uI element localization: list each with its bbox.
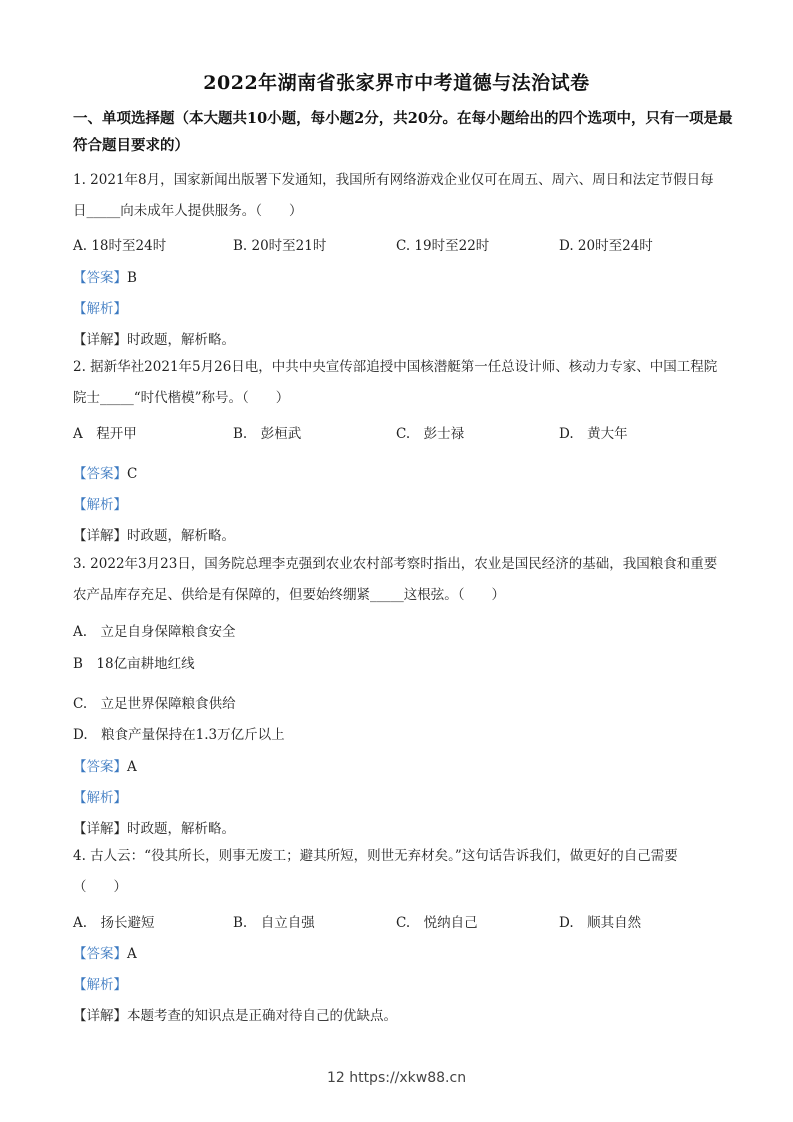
answer-value: A	[127, 946, 137, 962]
q4-answer	[73, 942, 137, 962]
analysis-label: 【解析】	[73, 497, 127, 513]
q4-analysis	[73, 973, 127, 993]
q3-option-d: D. 粮食产量保持在1.3万亿斤以上	[73, 727, 285, 743]
analysis-label: 【解析】	[73, 301, 127, 317]
q4-option-c: C. 悦纳自己	[396, 915, 478, 931]
detail-text: 时政题，解析略。	[127, 332, 235, 348]
q1-answer	[73, 266, 137, 286]
answer-label: 【答案】	[73, 270, 127, 286]
q1-detail	[73, 328, 235, 348]
section-heading: 一、单项选择题（本大题共10小题，每小题2分，共20分。在每小题给出的四个选项中，只有一项是最符合题目要求的）	[73, 110, 733, 154]
q3-detail	[73, 817, 235, 837]
q1-option-a: A. 18时至24时	[73, 238, 167, 254]
q4-detail	[73, 1004, 397, 1024]
q4-option-d: D. 顺其自然	[559, 915, 642, 931]
detail-label: 【详解】	[73, 821, 127, 837]
q3-option-c: C. 立足世界保障粮食供给	[73, 696, 236, 712]
q1-option-d: D. 20时至24时	[559, 238, 653, 254]
q4-option-b: B. 自立自强	[233, 915, 315, 931]
detail-label: 【详解】	[73, 1008, 127, 1024]
analysis-label: 【解析】	[73, 790, 127, 806]
page-title: 2022年湖南省张家界市中考道德与法治试卷	[203, 72, 590, 94]
answer-label: 【答案】	[73, 946, 127, 962]
answer-label: 【答案】	[73, 759, 127, 775]
q2-detail	[73, 524, 235, 544]
detail-label: 【详解】	[73, 528, 127, 544]
answer-value: C	[127, 466, 138, 482]
answer-value: A	[127, 759, 137, 775]
question-2-stem: 2. 据新华社2021年5月26日电，中共中央宣传部追授中国核潜艇第一任总设计师、核动力专家、中国工程院院士_____“时代楷模”称号。（ ）	[73, 359, 718, 406]
question-4-stem: 4. 古人云：“役其所长，则事无废工；避其所短，则世无弃材矣。”这句话告诉我们，做更好的自己需要（ ）	[73, 848, 678, 895]
q3-answer	[73, 755, 137, 775]
answer-value: B	[127, 270, 137, 286]
q3-analysis	[73, 786, 127, 806]
q2-analysis	[73, 493, 127, 513]
q3-option-b: B 18亿亩耕地红线	[73, 656, 195, 672]
q1-option-c: C. 19时至22时	[396, 238, 490, 254]
q1-option-b: B. 20时至21时	[233, 238, 327, 254]
q2-answer	[73, 462, 137, 482]
analysis-label: 【解析】	[73, 977, 127, 993]
page-footer[interactable]: 12 https://xkw88.cn	[326, 1070, 467, 1086]
q1-analysis	[73, 297, 127, 317]
q2-option-a: A 程开甲	[73, 426, 137, 442]
detail-text: 时政题，解析略。	[127, 528, 235, 544]
question-3-stem: 3. 2022年3月23日，国务院总理李克强到农业农村部考察时指出，农业是国民经济的基础，我国粮食和重要农产品库存充足、供给是有保障的，但要始终绷紧_____这根弦。（ ）	[73, 556, 718, 603]
question-1-stem: 1. 2021年8月，国家新闻出版署下发通知，我国所有网络游戏企业仅可在周五、周六、周日和法定节假日每日_____向未成年人提供服务。（ ）	[73, 172, 714, 219]
detail-label: 【详解】	[73, 332, 127, 348]
detail-text: 本题考查的知识点是正确对待自己的优缺点。	[127, 1008, 397, 1024]
answer-label: 【答案】	[73, 466, 127, 482]
q3-option-a: A. 立足自身保障粮食安全	[73, 624, 236, 640]
q2-option-d: D. 黄大年	[559, 426, 628, 442]
detail-text: 时政题，解析略。	[127, 821, 235, 837]
q2-option-c: C. 彭士禄	[396, 426, 465, 442]
q4-option-a: A. 扬长避短	[73, 915, 155, 931]
q2-option-b: B. 彭桓武	[233, 426, 302, 442]
